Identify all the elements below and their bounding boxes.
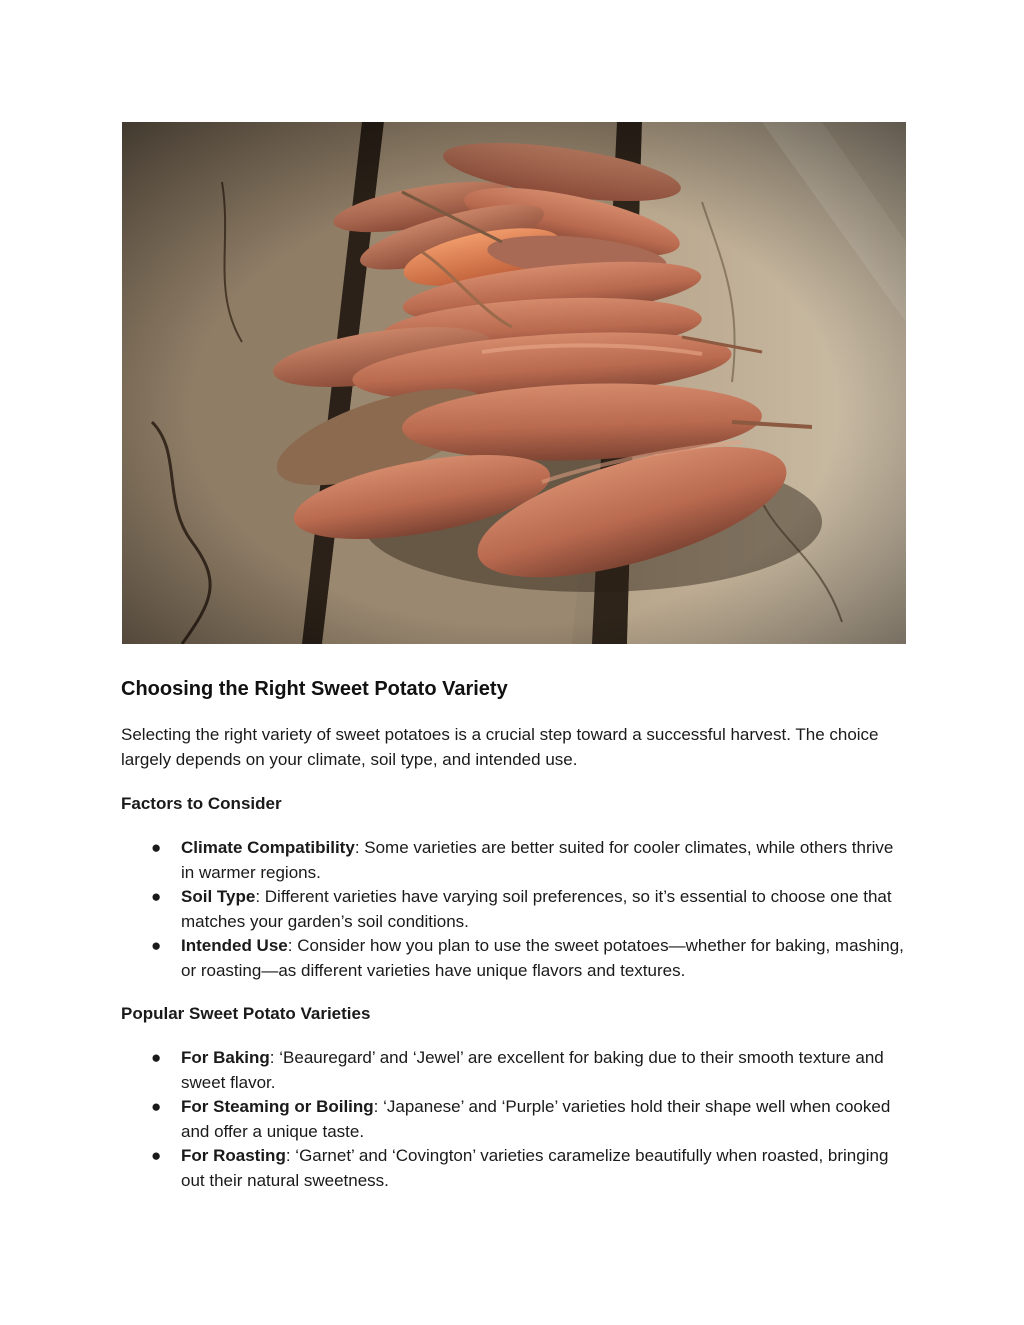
list-item-text: : Some varieties are better suited for cooler climates, while others thrive in warmer regions. xyxy=(181,838,894,882)
factors-list xyxy=(121,836,911,983)
bullet-icon: ● xyxy=(151,887,162,906)
list-item-term: Soil Type xyxy=(181,887,256,906)
varieties-heading: Popular Sweet Potato Varieties xyxy=(121,1004,371,1023)
list-item-text: : ‘Garnet’ and ‘Covington’ varieties caramelize beautifully when roasted, bringing out their natural sweetness. xyxy=(181,1146,889,1190)
list-item-text: : Consider how you plan to use the sweet potatoes—whether for baking, mashing, or roasting—as different varieties have unique flavors and textures. xyxy=(181,936,904,980)
list-item-term: Climate Compatibility xyxy=(181,838,355,857)
list-item xyxy=(121,885,911,934)
list-item xyxy=(121,1046,911,1095)
page-title: Choosing the Right Sweet Potato Variety xyxy=(121,678,508,700)
list-item-term: Intended Use xyxy=(181,936,288,955)
list-item-text: : Different varieties have varying soil preferences, so it’s essential to choose one that matches your garden’s soil conditions. xyxy=(181,887,892,931)
list-item xyxy=(121,1095,911,1144)
list-item xyxy=(121,836,911,885)
list-item-term: For Roasting xyxy=(181,1146,286,1165)
list-item-term: For Steaming or Boiling xyxy=(181,1097,374,1116)
varieties-list xyxy=(121,1046,911,1193)
list-item xyxy=(121,1144,911,1193)
list-item-term: For Baking xyxy=(181,1048,270,1067)
list-item-text: : ‘Beauregard’ and ‘Jewel’ are excellent for baking due to their smooth texture and sweet flavor. xyxy=(181,1048,884,1092)
bullet-icon: ● xyxy=(151,838,162,857)
sweet-potatoes-photo xyxy=(122,122,906,644)
list-item-text: : ‘Japanese’ and ‘Purple’ varieties hold their shape well when cooked and offer a unique taste. xyxy=(181,1097,891,1141)
bullet-icon: ● xyxy=(151,1146,162,1165)
intro-paragraph: Selecting the right variety of sweet potatoes is a crucial step toward a successful harvest. The choice largely depends on your climate, soil type, and intended use. xyxy=(121,725,879,769)
factors-heading: Factors to Consider xyxy=(121,794,282,813)
list-item xyxy=(121,934,911,983)
bullet-icon: ● xyxy=(151,1097,162,1116)
bullet-icon: ● xyxy=(151,1048,162,1067)
bullet-icon: ● xyxy=(151,936,162,955)
